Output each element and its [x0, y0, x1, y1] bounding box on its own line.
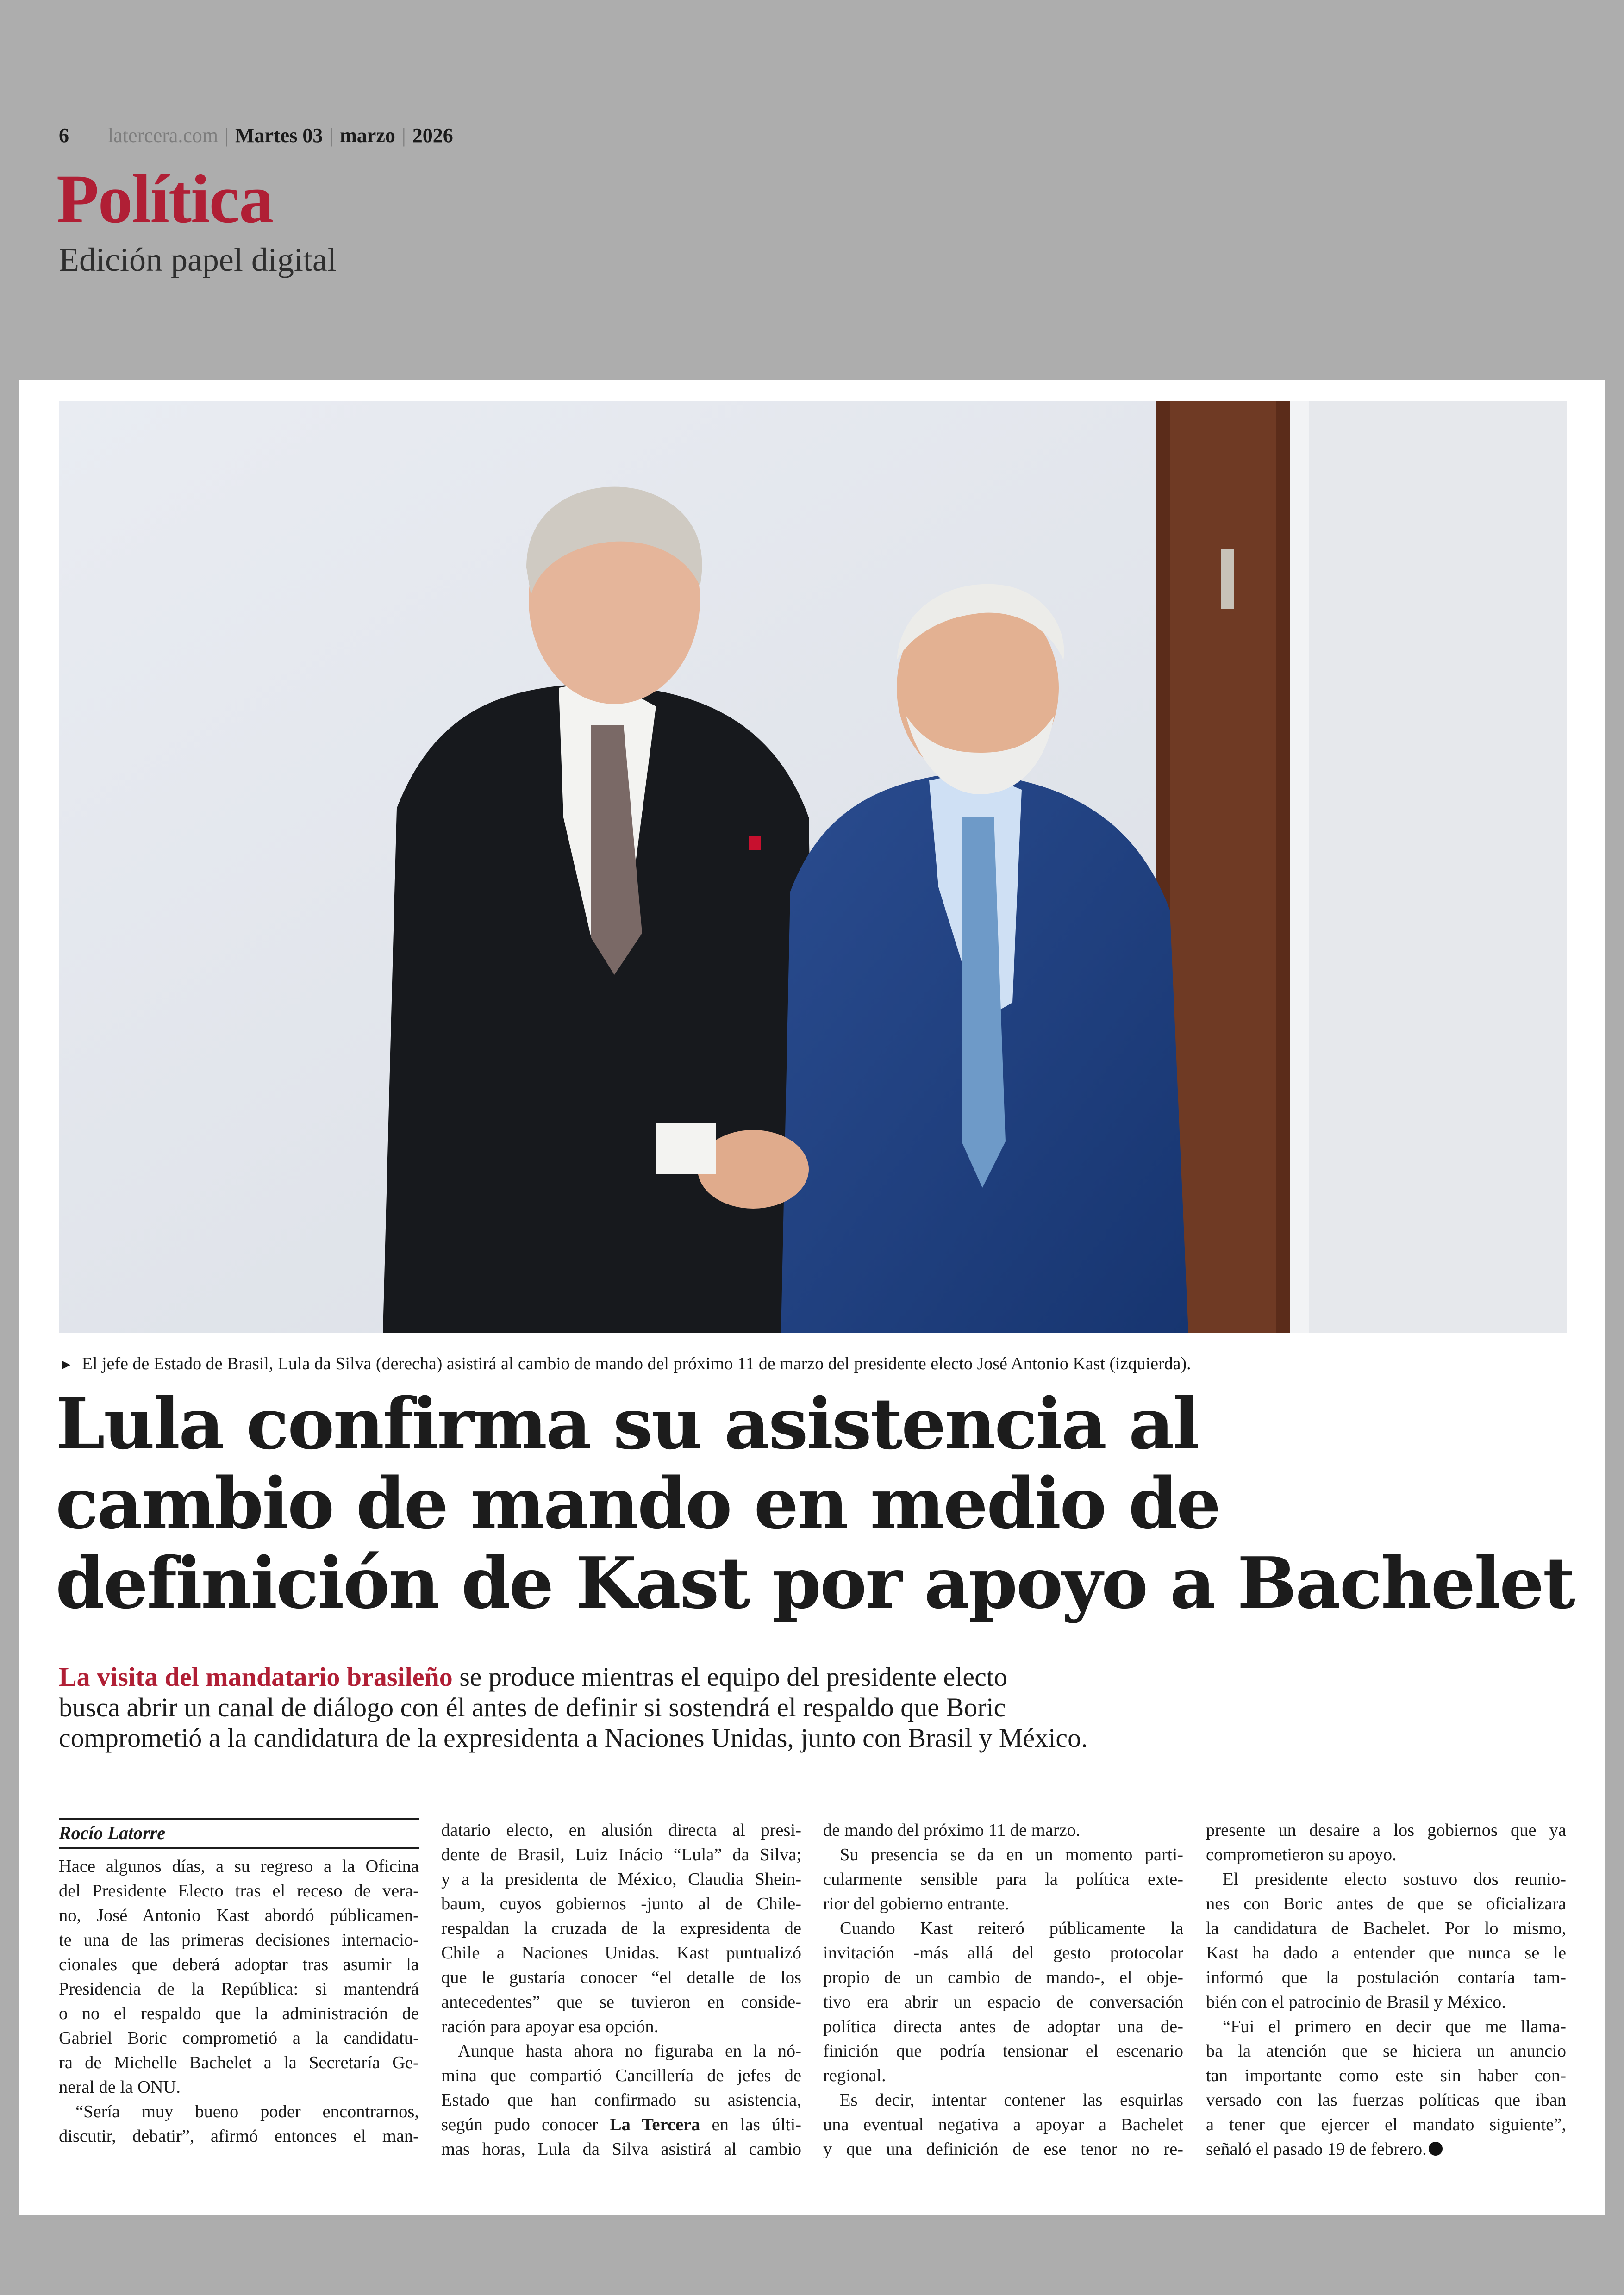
body-line: tan importante como este sin haber con-: [1206, 2066, 1566, 2085]
body-line: invitación -más allá del gesto protocolar: [823, 1943, 1183, 1963]
byline: Rocío Latorre: [59, 1822, 165, 1843]
body-line: una eventual negativa a apoyar a Bachelet: [823, 2115, 1183, 2134]
body-line: comprometieron su apoyo.: [1206, 1845, 1397, 1865]
body-line: [1206, 2137, 1566, 2162]
body-line: o no el respaldo que la administración de: [59, 2004, 419, 2023]
body-text: según pudo conocer: [441, 2115, 610, 2134]
article-column-2: [441, 1818, 801, 2162]
date-day: Martes 03: [235, 124, 323, 147]
photo-caption: [59, 1353, 1567, 1374]
body-line: “Fui el primero en decir que me llama-: [1223, 2017, 1566, 2036]
body-line: rior del gobierno entrante.: [823, 1894, 1009, 1914]
end-mark-icon: [1429, 2142, 1443, 2156]
body-line: mina que compartió Cancillería de jefes de: [441, 2066, 801, 2085]
body-line: Gabriel Boric comprometió a la candidatu-: [59, 2028, 419, 2048]
article-column-4: [1206, 1818, 1566, 2162]
newspaper-name: La Tercera: [609, 2115, 700, 2134]
section-title: Política: [56, 161, 273, 237]
body-line: tivo era abrir un espacio de conversación: [823, 1992, 1183, 2012]
body-line: mas horas, Lula da Silva asistirá al cambio: [441, 2139, 801, 2159]
body-line: Kast ha dado a entender que nunca se le: [1206, 1943, 1566, 1963]
body-line: baum, cuyos gobiernos -junto al de Chile-: [441, 1894, 801, 1914]
separator: |: [225, 124, 229, 147]
caption-text: El jefe de Estado de Brasil, Lula da Silva (derecha) asistirá al cambio de mando del próximo 11 de marzo del presidente electo José Antonio Kast (izquierda).: [81, 1354, 1191, 1373]
body-line: datario electo, en alusión directa al presi-: [441, 1821, 801, 1840]
body-line: ra de Michelle Bachelet a la Secretaría Ge-: [59, 2053, 419, 2072]
body-line: cularmente sensible para la política exte-: [823, 1870, 1183, 1889]
body-line: dente de Brasil, Luiz Inácio “Lula” da Silva;: [441, 1845, 801, 1865]
body-text: señaló el pasado 19 de febrero.: [1206, 2139, 1427, 2159]
body-line: cionales que deberá adoptar tras asumir la: [59, 1955, 419, 1974]
body-line: antecedentes” que se tuvieron en conside-: [441, 1992, 801, 2012]
body-line: nes con Boric antes de que se oficializara: [1206, 1894, 1566, 1914]
headline-line: definición de Kast por apoyo a Bachelet: [56, 1541, 1574, 1624]
deck-line: busca abrir un canal de diálogo con él antes de definir si sostendrá el respaldo que Boric: [59, 1692, 1006, 1722]
body-line: ración para apoyar esa opción.: [441, 2017, 659, 2036]
photo-illustration: [59, 401, 1567, 1333]
body-line: política directa antes de adoptar una de-: [823, 2017, 1183, 2036]
body-line: ba la atención que se hiciera un anuncio: [1206, 2041, 1566, 2061]
body-line: El presidente electo sostuvo dos reunio-: [1223, 1870, 1566, 1889]
headline-line: cambio de mando en medio de: [56, 1462, 1220, 1545]
body-line: Hace algunos días, a su regreso a la Oficina: [59, 1857, 419, 1876]
headline-line: Lula confirma su asistencia al: [56, 1382, 1199, 1465]
body-line: bién con el patrocinio de Brasil y México.: [1206, 1992, 1506, 2012]
body-line: Estado que han confirmado su asistencia,: [441, 2090, 801, 2110]
date-year: 2026: [412, 124, 453, 147]
deck: [59, 1662, 1587, 1753]
body-line: Es decir, intentar contener las esquirlas: [840, 2090, 1183, 2110]
deck-text: se produce mientras el equipo del presidente electo: [452, 1662, 1007, 1692]
body-line: la candidatura de Bachelet. Por lo mismo,: [1206, 1919, 1566, 1938]
body-line: respaldan la cruzada de la expresidenta de: [441, 1919, 801, 1938]
separator: |: [329, 124, 334, 147]
body-line: te una de las primeras decisiones internacio-: [59, 1930, 419, 1950]
body-line: neral de la ONU.: [59, 2077, 181, 2097]
body-line: y que una definición de ese tenor no re-: [823, 2139, 1183, 2159]
article-column-3: [823, 1818, 1183, 2162]
body-line: de mando del próximo 11 de marzo.: [823, 1821, 1081, 1840]
body-text: en las últi-: [700, 2115, 801, 2134]
page-number: 6: [59, 124, 69, 147]
body-line: Aunque hasta ahora no figuraba en la nó-: [458, 2041, 801, 2061]
body-line: finición que podría tensionar el escenario: [823, 2041, 1183, 2061]
body-line: discutir, debatir”, afirmó entonces el man-: [59, 2127, 419, 2146]
separator: |: [401, 124, 406, 147]
body-line: informó que la postulación contaría tam-: [1206, 1968, 1566, 1987]
body-line: Presidencia de la República: si mantendrá: [59, 1979, 419, 1999]
body-line: propio de un cambio de mando-, el obje-: [823, 1968, 1183, 1987]
headline: [56, 1384, 1583, 1623]
body-line: versado con las fuerzas políticas que iban: [1206, 2090, 1566, 2110]
body-line: Su presencia se da en un momento parti-: [840, 1845, 1183, 1865]
section-subtitle: Edición papel digital: [59, 241, 337, 278]
site-name: latercera.com: [108, 124, 219, 147]
body-line: no, José Antonio Kast abordó públicamen-: [59, 1906, 419, 1925]
body-line: [441, 2113, 801, 2137]
caption-arrow-icon: ►: [59, 1356, 74, 1372]
byline-box: [59, 1818, 419, 1849]
body-line: que le gustaría conocer “el detalle de los: [441, 1968, 801, 1987]
deck-lead: La visita del mandatario brasileño: [59, 1662, 453, 1692]
body-line: y a la presidenta de México, Claudia Shein-: [441, 1870, 801, 1889]
date-month: marzo: [340, 124, 395, 147]
body-line: Chile a Naciones Unidas. Kast puntualizó: [441, 1943, 801, 1963]
deck-line: comprometió a la candidatura de la expresidenta a Naciones Unidas, junto con Brasil y México.: [59, 1723, 1088, 1753]
body-line: “Sería muy bueno poder encontrarnos,: [75, 2102, 419, 2121]
body-line: presente un desaire a los gobiernos que ya: [1206, 1821, 1566, 1840]
deck-line: [59, 1662, 1587, 1692]
body-line: a tener que ejercer el mandato siguiente”,: [1206, 2115, 1566, 2134]
body-line: Cuando Kast reiteró públicamente la: [840, 1919, 1183, 1938]
body-line: del Presidente Electo tras el receso de vera-: [59, 1881, 419, 1901]
article-photo: [59, 401, 1567, 1333]
article-column-1: [59, 1818, 419, 2149]
body-line: regional.: [823, 2066, 886, 2085]
dateline: [108, 124, 453, 147]
